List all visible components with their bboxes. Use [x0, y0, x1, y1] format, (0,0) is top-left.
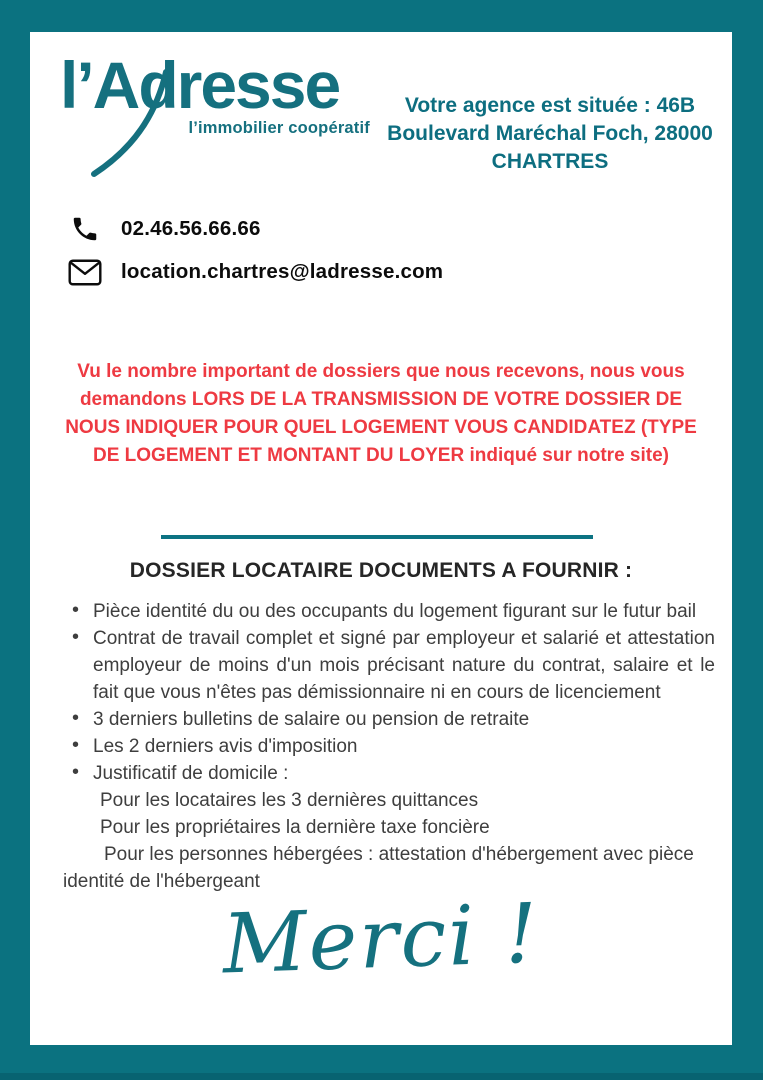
email-address: location.chartres@ladresse.com — [121, 260, 444, 283]
contact-block — [68, 213, 443, 299]
thanks-script: Merci ! — [221, 886, 541, 993]
notice-text: Vu le nombre important de dossiers que nous recevons, nous vous demandons LORS DE LA TRANSMISSION DE VOTRE DOSSIER DE NOUS INDIQUER POUR QUEL LOGEMENT VOUS CANDIDATEZ (TYPE DE LOGEMENT ET MONTANT DU LOYER indiqué sur notre site) — [65, 361, 697, 466]
list-item: • Pièce identité du ou des occupants du logement figurant sur le futur bail — [93, 598, 715, 625]
documents-list — [63, 598, 715, 895]
section-title: DOSSIER LOCATAIRE DOCUMENTS A FOURNIR : — [129, 559, 633, 582]
envelope-icon — [68, 256, 102, 288]
phone-row — [68, 213, 443, 245]
logo-text: l’Adresse — [60, 48, 340, 122]
logo-tagline: l’immobilier coopératif — [188, 119, 370, 137]
sub-item: Pour les locataires les 3 dernières quittances — [100, 790, 479, 811]
logo — [60, 48, 370, 138]
email-row — [68, 256, 443, 288]
list-item: • Contrat de travail complet et signé par employeur et salarié et attestation employeur de moins d'un mois précisant nature du contrat, salaire et le fait que vous n'êtes pas démissionnaire ni en cours de licenciement — [93, 625, 715, 706]
agency-address — [366, 92, 734, 176]
list-item: • Les 2 derniers avis d'imposition — [93, 733, 715, 760]
agency-address-line: CHARTRES — [491, 150, 609, 173]
section-divider — [161, 535, 593, 539]
flyer-page — [30, 32, 732, 1045]
list-item: • 3 derniers bulletins de salaire ou pension de retraite — [93, 706, 715, 733]
phone-number: 02.46.56.66.66 — [121, 217, 261, 240]
phone-icon — [68, 213, 102, 245]
list-item: • Justificatif de domicile : — [93, 760, 715, 787]
bottom-edge-strip — [0, 1073, 763, 1080]
sub-item: Pour les personnes hébergées : attestation d'hébergement avec pièce identité de l'hébergeant — [63, 844, 694, 892]
agency-address-line: Boulevard Maréchal Foch, 28000 — [387, 122, 713, 145]
sub-item: Pour les propriétaires la dernière taxe foncière — [100, 817, 490, 838]
agency-address-line: Votre agence est située : 46B — [404, 94, 696, 117]
